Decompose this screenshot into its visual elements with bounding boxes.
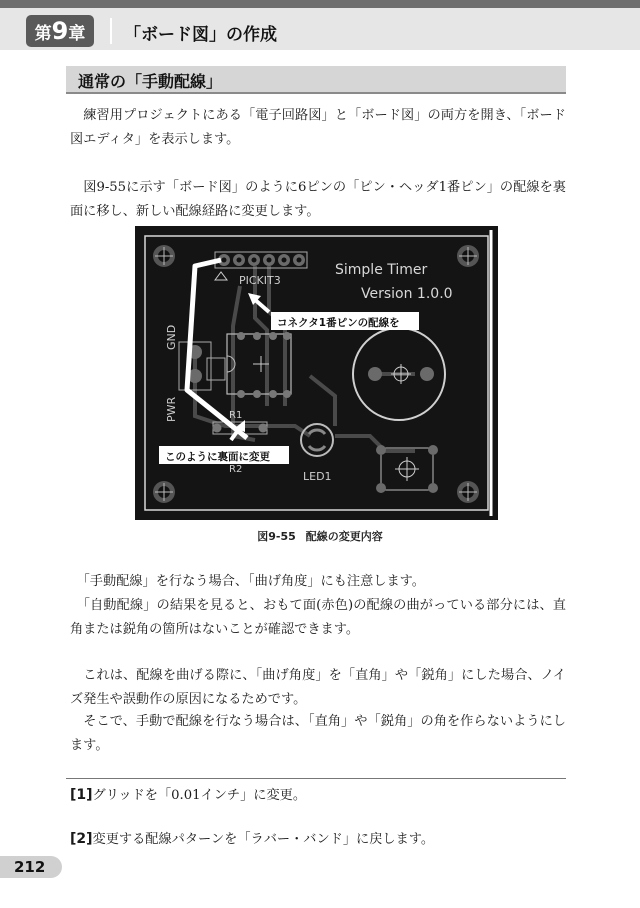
paragraph-5: これは、配線を曲げる際に、「曲げ角度」を「直角」や「鋭角」にした場合、ノイズ発生や誤動作の原因になるためです。 <box>70 668 566 707</box>
pcb-board-image <box>135 226 498 520</box>
paragraph-4: 「自動配線」の結果を見ると、おもて面(赤色)の配線の曲がっている部分には、直角または鋭角の箇所はないことが確認できます。 <box>70 598 566 637</box>
top-band <box>0 0 640 8</box>
step-2-marker: [2] <box>70 831 93 847</box>
step-1-text: グリッドを「0.01インチ」に変更。 <box>92 788 307 803</box>
step-2-text: 変更する配線パターンを「ラバー・バンド」に戻します。 <box>92 832 435 847</box>
section-rule <box>66 778 566 779</box>
chapter-tab <box>26 15 94 47</box>
header-divider <box>110 18 112 44</box>
board-figure <box>135 226 498 520</box>
mounting-hole <box>153 481 175 503</box>
paragraph-6: そこで、手動で配線を行なう場合は、「直角」や「鋭角」の角を作らないようにします。 <box>70 714 566 753</box>
figure-number: 図9-55 <box>257 530 296 543</box>
chapter-number: 9 <box>51 17 69 45</box>
figure-caption-text: 配線の変更内容 <box>305 530 383 543</box>
mounting-hole <box>457 481 479 503</box>
section-title: 通常の「手動配線」 <box>78 72 223 91</box>
gnd-label: GND <box>165 324 178 350</box>
pwr-label: PWR <box>165 396 178 422</box>
chapter-prefix: 第 <box>34 23 52 44</box>
paragraph-3: 「手動配線」を行なう場合、「曲げ角度」にも注意します。 <box>70 574 425 589</box>
step-2 <box>70 828 434 847</box>
pickit-label: PICKIT3 <box>239 274 281 287</box>
r2-label: R2 <box>229 464 243 475</box>
callout-bottom-text: このように裏面に変更 <box>165 451 270 463</box>
led-label: LED1 <box>303 470 332 483</box>
step-1-marker: [1] <box>70 787 93 803</box>
page-number: 212 <box>14 858 46 876</box>
r1-label: R1 <box>229 410 243 421</box>
chapter-title: 「ボード図」の作成 <box>124 25 277 45</box>
figure-caption <box>0 528 640 544</box>
paragraph-2: 図9-55に示す「ボード図」のように6ピンの「ピン・ヘッダ1番ピン」の配線を裏面に移し、新しい配線経路に変更します。 <box>70 180 566 219</box>
paragraph-1: 練習用プロジェクトにある「電子回路図」と「ボード図」の両方を開き、「ボード図エディタ」を表示します。 <box>70 108 566 147</box>
product-label: Simple Timer <box>335 262 428 278</box>
chapter-header <box>0 8 640 50</box>
callout-top-text: コネクタ1番ピンの配線を <box>277 317 400 329</box>
step-1 <box>70 784 306 803</box>
version-label: Version 1.0.0 <box>361 286 453 302</box>
chapter-suffix: 章 <box>68 23 86 44</box>
mounting-hole <box>153 245 175 267</box>
mounting-hole <box>457 245 479 267</box>
